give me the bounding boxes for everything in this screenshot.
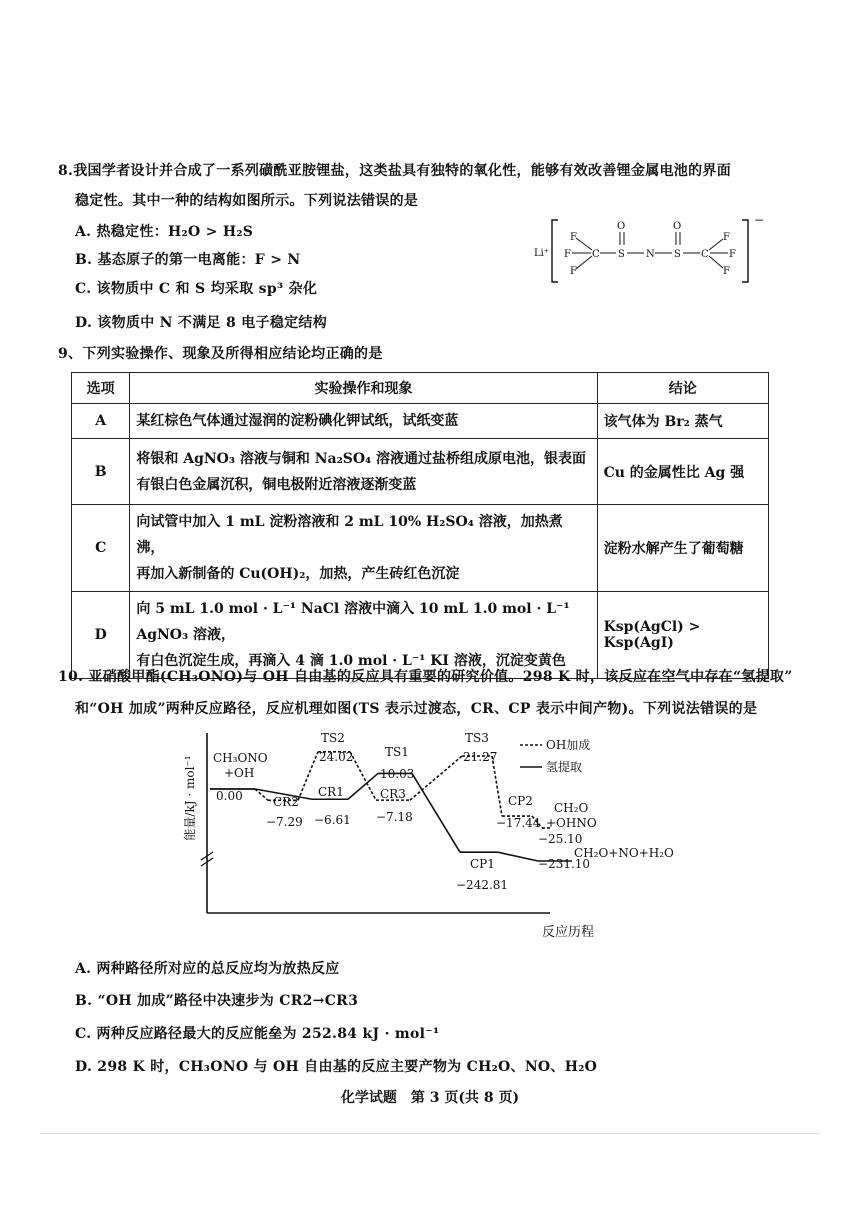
row-option: B — [72, 439, 130, 505]
value-cp1: −242.81 — [456, 878, 509, 892]
q8-stem-line2: 稳定性。其中一种的结构如图所示。下列说法错误的是 — [75, 193, 419, 209]
atom-o: O — [673, 221, 682, 232]
product-add-label: +OHNO — [546, 816, 597, 830]
value-ts3: 21.27 — [463, 750, 498, 764]
anion-charge: − — [754, 213, 765, 227]
atom-f: F — [570, 266, 577, 277]
row-conclusion: 该气体为 Br₂ 蒸气 — [597, 404, 768, 439]
q10-option-b: B. “OH 加成”路径中决速步为 CR2→CR3 — [75, 993, 359, 1009]
header-conclusion: 结论 — [597, 373, 768, 404]
page-footer: 化学试题 第 3 页(共 8 页) — [340, 1090, 520, 1106]
atom-s: S — [674, 249, 681, 260]
atom-c: C — [592, 249, 600, 260]
label-cr2: CR2 — [273, 795, 299, 809]
operation-line: 再加入新制备的 Cu(OH)₂，加热，产生砖红色沉淀 — [136, 566, 460, 582]
atom-c: C — [701, 249, 709, 260]
header-option: 选项 — [72, 373, 130, 404]
path-segment-solid — [498, 852, 538, 861]
value-cr3: −7.18 — [376, 810, 413, 824]
reactant-label: +OH — [224, 766, 255, 780]
product-abs-label: CH₂O+NO+H₂O — [574, 846, 674, 860]
table-header-row — [72, 373, 769, 404]
value-cp2: −17.44 — [496, 816, 541, 830]
legend-oh-addition: OH加成 — [546, 738, 591, 752]
atom-f: F — [723, 266, 730, 277]
operation-line: 向试管中加入 1 mL 淀粉溶液和 2 mL 10% H₂SO₄ 溶液，加热煮沸， — [136, 514, 563, 556]
energy-profile-chart — [180, 728, 680, 943]
atom-f: F — [564, 249, 571, 260]
label-cp1: CP1 — [470, 857, 495, 871]
table-row — [72, 439, 769, 505]
label-ts1: TS1 — [385, 745, 409, 759]
li-cation: Li⁺ — [534, 248, 550, 259]
row-option: A — [72, 404, 130, 439]
path-segment-solid — [348, 773, 378, 799]
table-row — [72, 404, 769, 439]
product-add-label: CH₂O — [554, 801, 589, 815]
atom-n: N — [646, 249, 655, 260]
label-ts3: TS3 — [465, 731, 489, 745]
row-conclusion: 淀粉水解产生了葡萄糖 — [597, 505, 768, 592]
value-cr2: −7.29 — [266, 815, 303, 829]
q8-option-c: C. 该物质中 C 和 S 均采取 sp³ 杂化 — [75, 281, 318, 297]
q8-option-b: B. 基态原子的第一电离能：F > N — [75, 252, 301, 268]
lithium-salt-structure — [530, 212, 770, 290]
row-operation — [130, 439, 597, 505]
operation-line: 有银白色金属沉积，铜电极附近溶液逐渐变蓝 — [136, 476, 417, 493]
header-operation: 实验操作和现象 — [130, 373, 597, 404]
q8-option-a: A. 热稳定性：H₂O > H₂S — [75, 224, 254, 240]
q10-stem-line1: 10. 亚硝酸甲酯(CH₃ONO)与 OH 自由基的反应具有重要的研究价值。298 K 时，该反应在空气中存在“氢提取” — [58, 669, 793, 685]
label-ts2: TS2 — [321, 731, 345, 745]
path-segment-dashed — [298, 752, 318, 801]
x-axis-label: 反应历程 — [542, 925, 595, 940]
atom-f: F — [723, 232, 730, 243]
atom-o: O — [617, 221, 626, 232]
page-bottom-rule — [40, 1133, 820, 1134]
q8-stem-line1: 8.我国学者设计并合成了一系列磺酰亚胺锂盐，这类盐具有独特的氧化性，能够有效改善锂金属电池的界面 — [58, 163, 732, 179]
q10-option-d: D. 298 K 时，CH₃ONO 与 OH 自由基的反应主要产物为 CH₂O、NO、H₂O — [75, 1059, 598, 1075]
row-option: C — [72, 505, 130, 592]
table-row — [72, 505, 769, 592]
q10-option-a: A. 两种路径所对应的总反应均为放热反应 — [75, 961, 340, 977]
label-cp2: CP2 — [508, 794, 533, 808]
operation-line: 某红棕色气体通过湿润的淀粉碘化钾试纸，试纸变蓝 — [136, 413, 459, 429]
legend-h-abstraction: 氢提取 — [546, 760, 583, 774]
label-cr3: CR3 — [380, 787, 406, 801]
reactant-label: CH₃ONO — [213, 751, 268, 765]
product-add-value: −25.10 — [538, 832, 583, 846]
atom-f: F — [570, 232, 577, 243]
q10-stem-line2: 和“OH 加成”两种反应路径，反应机理如图(TS 表示过渡态，CR、CP 表示中间产物)。下列说法错误的是 — [75, 701, 758, 717]
operation-line: 向 5 mL 1.0 mol · L⁻¹ NaCl 溶液中滴入 10 mL 1.0 mol · L⁻¹ AgNO₃ 溶液， — [136, 601, 570, 643]
row-conclusion: Cu 的金属性比 Ag 强 — [597, 439, 768, 505]
q8-option-d: D. 该物质中 N 不满足 8 电子稳定结构 — [75, 315, 328, 331]
value-ts2: 24.02 — [319, 750, 354, 764]
q10-option-c: C. 两种反应路径最大的反应能垒为 252.84 kJ · mol⁻¹ — [75, 1026, 440, 1042]
row-operation — [130, 404, 597, 439]
product-abs-value: −231.10 — [538, 857, 591, 871]
path-segment-dashed — [492, 756, 502, 816]
q9-stem: 9、下列实验操作、现象及所得相应结论均正确的是 — [58, 346, 383, 362]
operation-line: 将银和 AgNO₃ 溶液与铜和 Na₂SO₄ 溶液通过盐桥组成原电池，银表面 — [136, 450, 587, 467]
path-segment-solid — [412, 773, 460, 852]
q9-experiment-table — [71, 372, 769, 679]
atom-s: S — [618, 249, 625, 260]
y-axis-label: 能量/kJ · mol⁻¹ — [183, 755, 197, 841]
row-operation — [130, 505, 597, 592]
value-cr1: −6.61 — [314, 813, 351, 827]
path-segment-dashed — [410, 756, 462, 800]
label-cr1: CR1 — [318, 785, 344, 799]
atom-f: F — [729, 249, 736, 260]
path-segment-dashed — [350, 752, 376, 800]
row-option: D — [72, 592, 130, 679]
reactant-value: 0.00 — [216, 789, 243, 803]
value-ts1: 10.03 — [380, 767, 415, 781]
operation-line: 有白色沉淀生成，再滴入 4 滴 1.0 mol · L⁻¹ KI 溶液，沉淀变黄色 — [136, 653, 566, 669]
row-conclusion: Ksp(AgCl) > Ksp(AgI) — [597, 592, 768, 679]
